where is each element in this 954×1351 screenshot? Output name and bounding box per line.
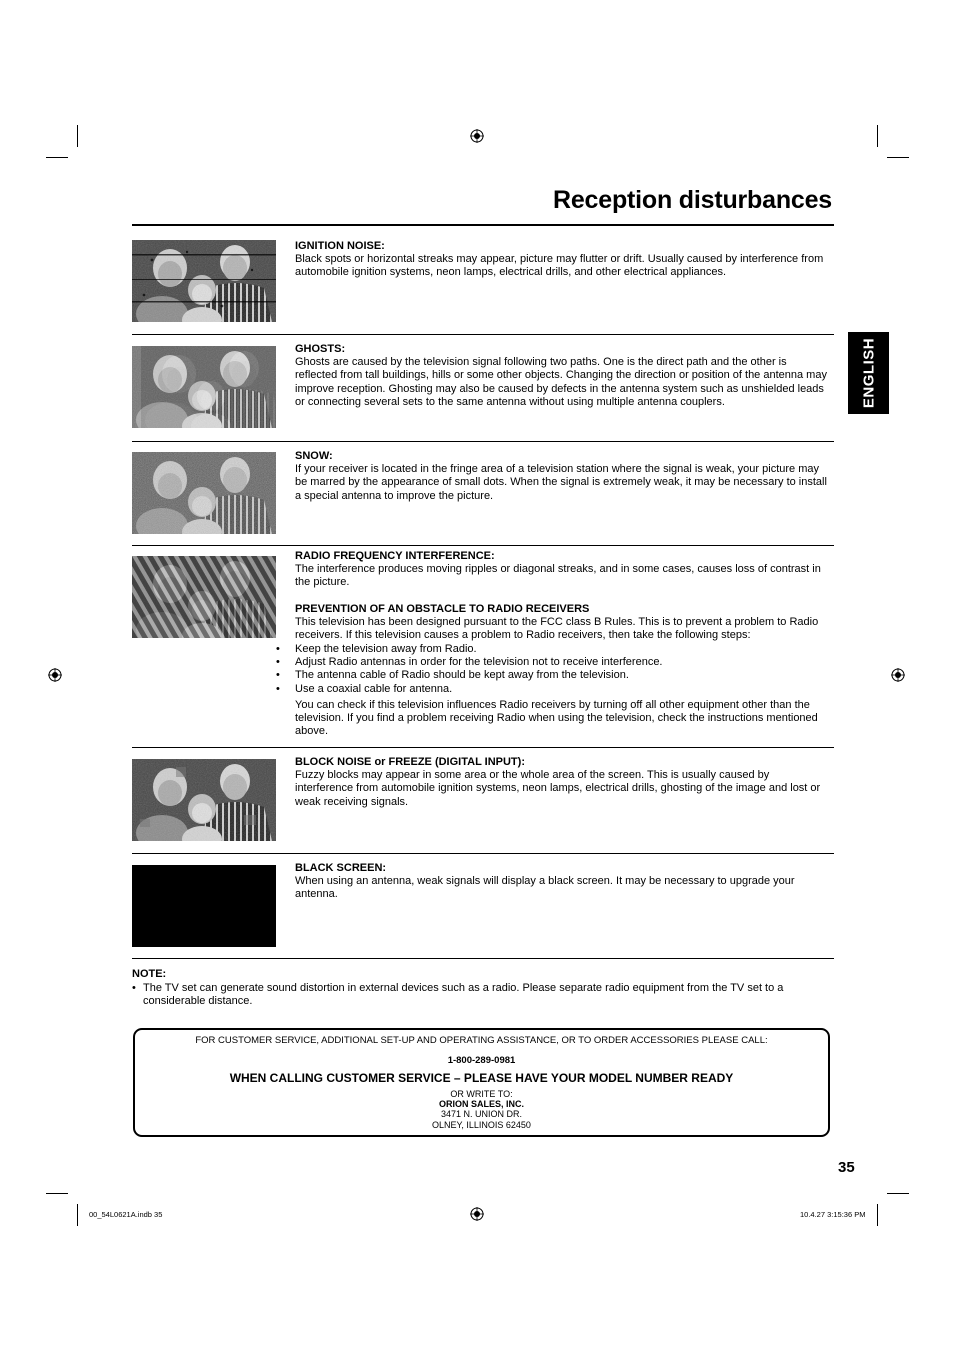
photo-block-noise <box>132 759 276 841</box>
section-divider <box>132 545 834 546</box>
note-body <box>132 982 832 1008</box>
section-divider <box>132 747 834 748</box>
section-divider <box>132 958 834 959</box>
section-divider <box>132 853 834 854</box>
note-text: The TV set can generate sound distortion in external devices such as a radio. Please separate radio equipment from the TV set to a considerable distance. <box>143 982 784 1008</box>
crop-mark <box>877 125 878 147</box>
customer-service-box <box>133 1028 830 1137</box>
company-name: ORION SALES, INC. <box>438 1099 524 1109</box>
section-closing: You can check if this television influences Radio receivers by turning off all other equipment other than the television. If you find a problem receiving Radio when using the television, check the instructions mentioned above. <box>295 699 818 738</box>
slug-filename: 00_54L0621A.indb 35 <box>89 1210 163 1219</box>
customer-service-callout: WHEN CALLING CUSTOMER SERVICE – PLEASE HAVE YOUR MODEL NUMBER READY <box>229 1071 734 1085</box>
city-address: OLNEY, ILLINOIS 62450 <box>432 1120 531 1130</box>
note-bullet: • <box>132 982 136 994</box>
crop-mark <box>77 1204 78 1226</box>
crop-mark <box>877 1204 878 1226</box>
registration-mark-icon <box>470 129 484 143</box>
section-radio-interference <box>295 550 827 642</box>
page-title: Reception disturbances <box>553 186 832 214</box>
section-subheading: PREVENTION OF AN OBSTACLE TO RADIO RECEIVERS <box>295 602 590 615</box>
language-tab <box>848 332 889 414</box>
photo-ignition-noise <box>132 240 276 322</box>
section-ghosts <box>295 343 827 409</box>
page-number: 35 <box>838 1159 855 1176</box>
crop-mark <box>887 1193 909 1194</box>
section-body: When using an antenna, weak signals will display a black screen. It may be necessary to upgrade your antenna. <box>295 875 795 901</box>
section-body: The interference produces moving ripples or diagonal streaks, and in some cases, causes loss of contrast in the picture. <box>295 563 821 589</box>
photo-ghosts <box>132 346 276 428</box>
street-address: 3471 N. UNION DR. <box>440 1109 523 1119</box>
language-tab-label: ENGLISH <box>860 337 877 409</box>
crop-mark <box>77 125 78 147</box>
section-divider <box>132 441 834 442</box>
crop-mark <box>46 157 68 158</box>
registration-mark-icon <box>470 1207 484 1221</box>
section-snow <box>295 450 827 503</box>
section-black-screen <box>295 862 827 902</box>
customer-service-phone: 1-800-289-0981 <box>447 1055 516 1066</box>
section-body: Fuzzy blocks may appear in some area or the whole area of the screen. This is usually caused by interference from automobile ignition systems, neon lamps, electrical drills, ghosting of the image and lost or weak receiving signals. <box>295 769 821 808</box>
section-body: Ghosts are caused by the television signal following two paths. One is the direct path and the other is reflected from tall buildings, hills or some other objects. Changing the direction or position of the antenna may improve reception. Ghosting may also be caused by defects in the antenna system such as unshielded leads or connecting several sets to the same antenna without using multiple antenna couplers. <box>295 356 827 408</box>
section-block-noise <box>295 756 827 809</box>
customer-service-intro: FOR CUSTOMER SERVICE, ADDITIONAL SET-UP AND OPERATING ASSISTANCE, OR TO ORDER ACCESSORIES PLEASE CALL: <box>195 1035 768 1046</box>
list-item: • The antenna cable of Radio should be kept away from the television. <box>276 669 827 682</box>
section-subbody: This television has been designed pursuant to the FCC class B Rules. This is to prevent a problem to Radio receivers. If this television causes a problem to Radio receivers, then take the following steps: <box>295 615 819 642</box>
section-divider <box>132 334 834 335</box>
note-heading: NOTE: <box>132 968 167 980</box>
slug-timestamp: 10.4.27 3:15:36 PM <box>800 1210 866 1219</box>
prevention-steps-list <box>276 643 827 696</box>
section-heading: BLOCK NOISE or FREEZE (DIGITAL INPUT): <box>295 756 525 768</box>
list-item: • Adjust Radio antennas in order for the television not to receive interference. <box>276 656 827 669</box>
section-ignition-noise <box>295 240 827 280</box>
section-heading: SNOW: <box>295 450 333 462</box>
section-body: Black spots or horizontal streaks may appear, picture may flutter or drift. Usually caused by interference from automobile ignition systems, neon lamps, electrical drills, and other electrical appliances. <box>295 253 824 279</box>
registration-mark-icon <box>891 668 905 682</box>
photo-snow <box>132 452 276 534</box>
list-item: • Keep the television away from Radio. <box>276 643 827 656</box>
list-item: • Use a coaxial cable for antenna. <box>276 683 827 696</box>
section-heading: GHOSTS: <box>295 343 346 355</box>
black-screen-image <box>132 865 276 947</box>
section-heading: IGNITION NOISE: <box>295 240 385 252</box>
section-heading: BLACK SCREEN: <box>295 862 387 874</box>
title-rule <box>132 224 834 226</box>
crop-mark <box>887 157 909 158</box>
section-body: If your receiver is located in the fringe area of a television station where the signal is weak, your picture may be marred by the appearance of small dots. When the signal is extremely weak, it may be necessary to install a special antenna to improve the picture. <box>295 463 827 502</box>
photo-radio-interference <box>132 556 276 638</box>
write-to-label: OR WRITE TO: <box>450 1089 513 1099</box>
section-heading: RADIO FREQUENCY INTERFERENCE: <box>295 550 495 562</box>
section-radio-closing <box>295 699 827 739</box>
crop-mark <box>46 1193 68 1194</box>
registration-mark-icon <box>48 668 62 682</box>
